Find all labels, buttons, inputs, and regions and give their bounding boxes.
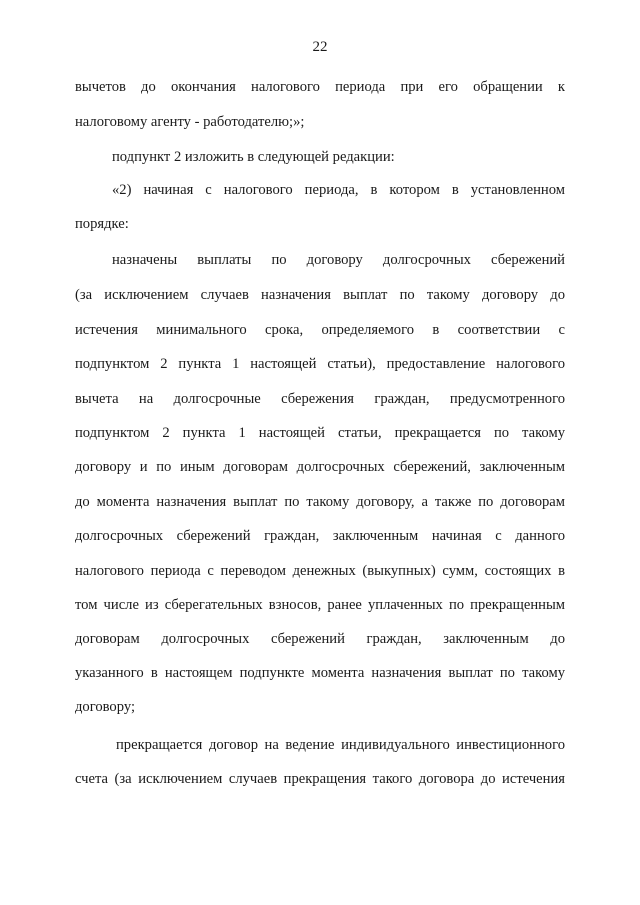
text-line: налоговому агенту - работодателю;»; — [75, 114, 305, 130]
text-line: том числе из сберегательных взносов, ранее уплаченных по прекращенным — [75, 597, 565, 613]
text-line: порядке: — [75, 216, 129, 232]
text-line: налогового периода с переводом денежных (выкупных) сумм, состоящих в — [75, 563, 565, 579]
text-line: счета (за исключением случаев прекращения такого договора до истечения — [75, 771, 565, 787]
text-line: подпунктом 2 пункта 1 настоящей статьи), предоставление налогового — [75, 356, 565, 372]
text-line: до момента назначения выплат по такому договору, а также по договорам — [75, 494, 565, 510]
text-line: «2) начиная с налогового периода, в котором в установленном — [112, 182, 565, 198]
text-line: подпунктом 2 пункта 1 настоящей статьи, прекращается по такому — [75, 425, 565, 441]
text-line: указанного в настоящем подпункте момента назначения выплат по такому — [75, 665, 565, 681]
text-line: назначены выплаты по договору долгосрочных сбережений — [112, 252, 565, 268]
text-line: договору; — [75, 699, 135, 715]
text-line: подпункт 2 изложить в следующей редакции: — [112, 149, 395, 165]
text-line: долгосрочных сбережений граждан, заключенным начиная с данного — [75, 528, 565, 544]
text-line: истечения минимального срока, определяемого в соответствии с — [75, 322, 565, 338]
text-line: прекращается договор на ведение индивидуального инвестиционного — [116, 737, 565, 753]
text-line: договору и по иным договорам долгосрочных сбережений, заключенным — [75, 459, 565, 475]
text-line: вычета на долгосрочные сбережения граждан, предусмотренного — [75, 391, 565, 407]
page-number: 22 — [312, 39, 328, 55]
text-line: (за исключением случаев назначения выплат по такому договору до — [75, 287, 565, 303]
text-line: вычетов до окончания налогового периода при его обращении к — [75, 79, 565, 95]
text-line: договорам долгосрочных сбережений граждан, заключенным до — [75, 631, 565, 647]
